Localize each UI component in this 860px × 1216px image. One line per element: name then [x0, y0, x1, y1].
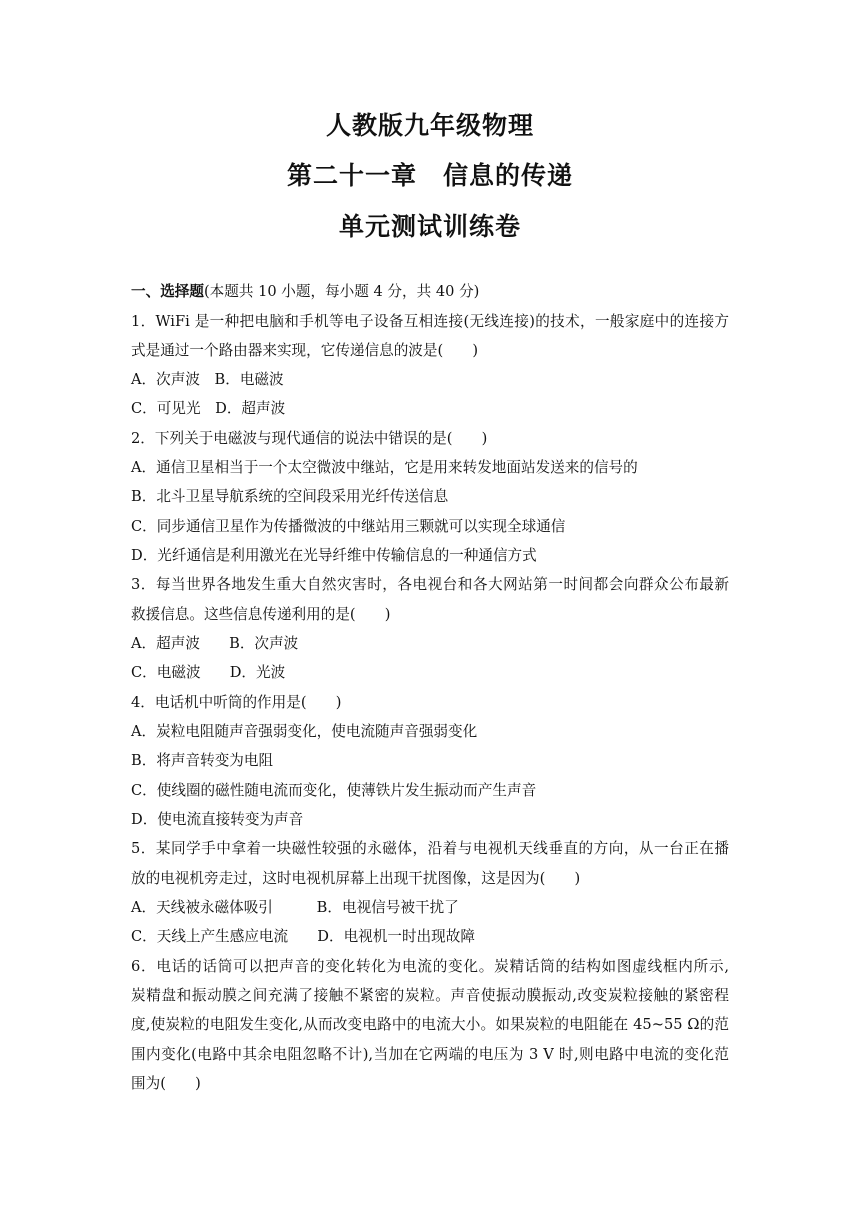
question-3-line-1: 3．每当世界各地发生重大自然灾害时，各电视台和各大网站第一时间都会向群众公布最新: [131, 576, 729, 593]
question-2-option-d: D．光纤通信是利用激光在光导纤维中传输信息的一种通信方式: [131, 547, 537, 564]
test-title: 单元测试训练卷: [338, 212, 521, 241]
question-1-options-a-b: A．次声波 B．电磁波: [131, 371, 284, 388]
question-5-options-c-d: C．天线上产生感应电流 D．电视机一时出现故障: [131, 928, 475, 945]
section-label: 一、选择题: [131, 283, 204, 300]
question-4-option-a: A．炭粒电阻随声音强弱变化，使电流随声音强弱变化: [131, 723, 478, 740]
question-2-stem: 2．下列关于电磁波与现代通信的说法中错误的是( ): [131, 430, 488, 447]
question-4-option-b: B．将声音转变为电阻: [131, 752, 274, 769]
question-5-line-1: 5．某同学手中拿着一块磁性较强的永磁体，沿着与电视机天线垂直的方向，从一台正在播: [131, 840, 729, 857]
question-4-option-c: C．使线圈的磁性随电流而变化，使薄铁片发生振动而产生声音: [131, 782, 537, 799]
question-6-line-1: 6．电话的话筒可以把声音的变化转化为电流的变化。炭精话筒的结构如图虚线框内所示,: [131, 958, 729, 975]
question-1-line-1: 1．WiFi 是一种把电脑和手机等电子设备互相连接(无线连接)的技术，一般家庭中的连接方: [131, 313, 729, 330]
question-6-line-3: 度,使炭粒的电阻发生变化,从而改变电路中的电流大小。如果炭粒的电阻能在 45~55 Ω的范: [131, 1016, 729, 1033]
question-4-option-d: D．使电流直接转变为声音: [131, 811, 304, 828]
doc-title: 人教版九年级物理: [325, 111, 534, 140]
question-4-stem: 4．电话机中听筒的作用是( ): [131, 694, 342, 711]
question-2-option-b: B．北斗卫星导航系统的空间段采用光纤传送信息: [131, 488, 449, 505]
question-1-line-2: 式是通过一个路由器来实现，它传递信息的波是( ): [131, 342, 479, 359]
question-6-line-5: 围为( ): [131, 1075, 201, 1092]
question-2-option-c: C．同步通信卫星作为传播微波的中继站用三颗就可以实现全球通信: [131, 518, 566, 535]
question-6-line-2: 炭精盘和振动膜之间充满了接触不紧密的炭粒。声音使振动膜振动,改变炭粒接触的紧密程: [131, 987, 729, 1004]
section-heading: [131, 282, 479, 302]
question-5-line-2: 放的电视机旁走过，这时电视机屏幕上出现干扰图像，这是因为( ): [131, 870, 581, 887]
question-2-option-a: A．通信卫星相当于一个太空微波中继站，它是用来转发地面站发送来的信号的: [131, 459, 638, 476]
chapter-title: 第二十一章 信息的传递: [286, 161, 573, 190]
question-6-line-4: 围内变化(电路中其余电阻忽略不计),当加在它两端的电压为 3 V 时,则电路中电流的变化范: [131, 1046, 729, 1063]
question-3-line-2: 救援信息。这些信息传递利用的是( ): [131, 606, 391, 623]
question-3-options-c-d: C．电磁波 D．光波: [131, 664, 286, 681]
question-5-options-a-b: A．天线被永磁体吸引 B．电视信号被干扰了: [131, 899, 459, 916]
section-info: (本题共 10 小题，每小题 4 分，共 40 分): [203, 283, 480, 300]
question-1-options-c-d: C．可见光 D．超声波: [131, 400, 286, 417]
question-3-options-a-b: A．超声波 B．次声波: [131, 635, 299, 652]
